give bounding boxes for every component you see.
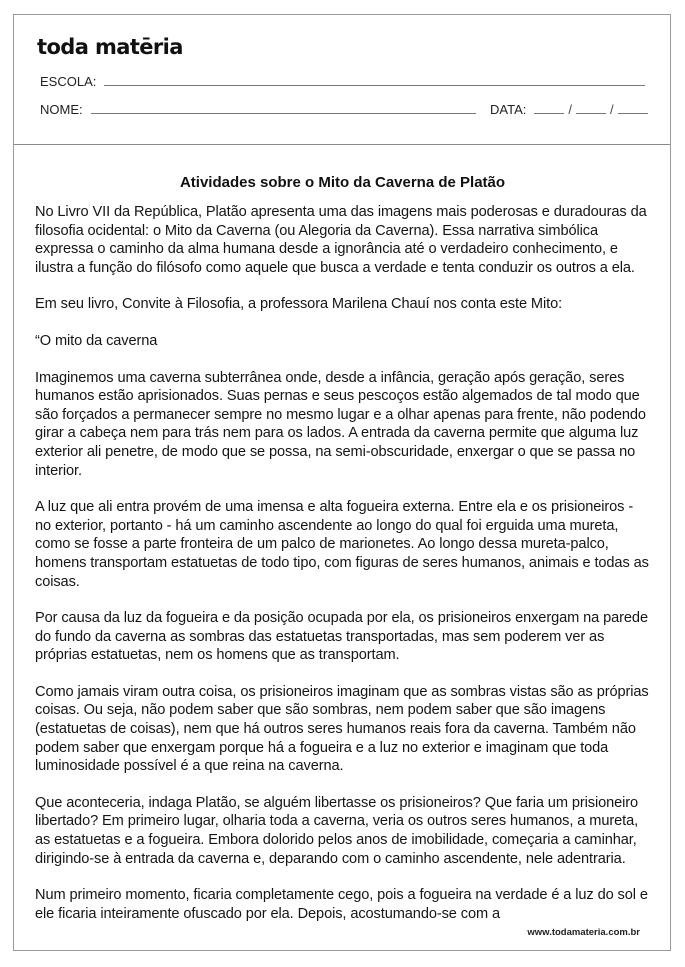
paragraph-liberation: Que aconteceria, indaga Platão, se alguém libertasse os prisioneiros? Que faria um prisioneiro libertado? Em primeiro lugar, olharia toda a caverna, veria os outros seres humanos, a mureta, as estatuetas e a fogueira. Embora dolorido pelos anos de imobilidade, começaria a caminhar, dirigindo-se à entrada da caverna e, deparando com o caminho ascendente, nele adentraria. — [35, 794, 639, 867]
year-blank — [618, 112, 648, 114]
nome-blank-line — [91, 112, 476, 114]
escola-label: ESCOLA: — [40, 74, 97, 89]
paragraph-chaui: Em seu livro, Convite à Filosofia, a professora Marilena Chauí nos conta este Mito: — [35, 296, 563, 313]
paragraph-cave: Imaginemos uma caverna subterrânea onde, desde a infância, geração após geração, seres humanos estão aprisionados. Suas pernas e seus pescoços estão algemados de tal modo que são forçados a permanecer sempre no mesmo lugar e a olhar apenas para frente, não podendo girar a cabeça nem para trás nem para os lados. A entrada da caverna permite que alguma luz exterior ali penetre, de modo que se possa, na semi-obscuridade, enxergar o que se passa no interior. — [35, 369, 646, 479]
escola-blank-line — [104, 84, 645, 86]
paragraph-intro: No Livro VII da República, Platão apresenta uma das imagens mais poderosas e duradouras da filosofia ocidental: o Mito da Caverna (ou Alegoria da Caverna). Essa narrativa simbólica expressa o caminho da alma humana desde a ignorância até o verdadeiro conhecimento, e ilustra a função do filósofo como aquele que busca a verdade e tenta conduzir os outros a ela. — [35, 204, 647, 276]
day-blank — [534, 112, 564, 114]
document-title: Atividades sobre o Mito da Caverna de Platão — [179, 174, 506, 191]
paragraph-shadows: Por causa da luz da fogueira e da posição ocupada por ela, os prisioneiros enxergam na parede do fundo da caverna as sombras das estatuetas transportadas, mas sem poderem ver as próprias estatuetas, nem os homens que as transportam. — [35, 610, 648, 664]
worksheet-header — [14, 15, 670, 145]
nome-field — [40, 103, 476, 117]
date-separator: / — [568, 102, 572, 117]
paragraph-quote-heading: “O mito da caverna — [35, 332, 158, 349]
escola-field — [40, 75, 645, 89]
nome-label: NOME: — [40, 102, 83, 117]
paragraph-illusion: Como jamais viram outra coisa, os prisioneiros imaginam que as sombras vistas são as próprias coisas. Ou seja, não podem saber que são sombras, nem podem saber que são imagens (estatuetas de coisas), nem que há outros seres humanos reais fora da caverna. Também não podem saber que enxergam porque há a fogueira e a luz no exterior e imaginam que toda luminosidade possível é a que reina na caverna. — [35, 683, 649, 775]
data-field — [490, 103, 648, 117]
date-separator: / — [609, 102, 614, 117]
data-label: DATA: — [490, 102, 527, 117]
document-body — [35, 174, 650, 941]
brand-logo: toda matēria — [37, 35, 183, 59]
paragraph-fire: A luz que ali entra provém de uma imensa e alta fogueira externa. Entre ela e os prisioneiros - no exterior, portanto - há um caminho ascendente ao longo do qual foi erguida uma mureta, como se fosse a parte fronteira de um palco de marionetes. Ao longo dessa mureta-palco, homens transportam estatuetas de todo tipo, com figuras de seres humanos, animais e todas as coisas. — [35, 499, 649, 590]
footer-url: www.todamateria.com.br — [527, 927, 640, 938]
month-blank — [576, 112, 606, 114]
paragraph-blinded: Num primeiro momento, ficaria completamente cego, pois a fogueira na verdade é a luz do sol e ele ficaria inteiramente ofuscado por ela. Depois, acostumando-se com a — [35, 887, 648, 922]
